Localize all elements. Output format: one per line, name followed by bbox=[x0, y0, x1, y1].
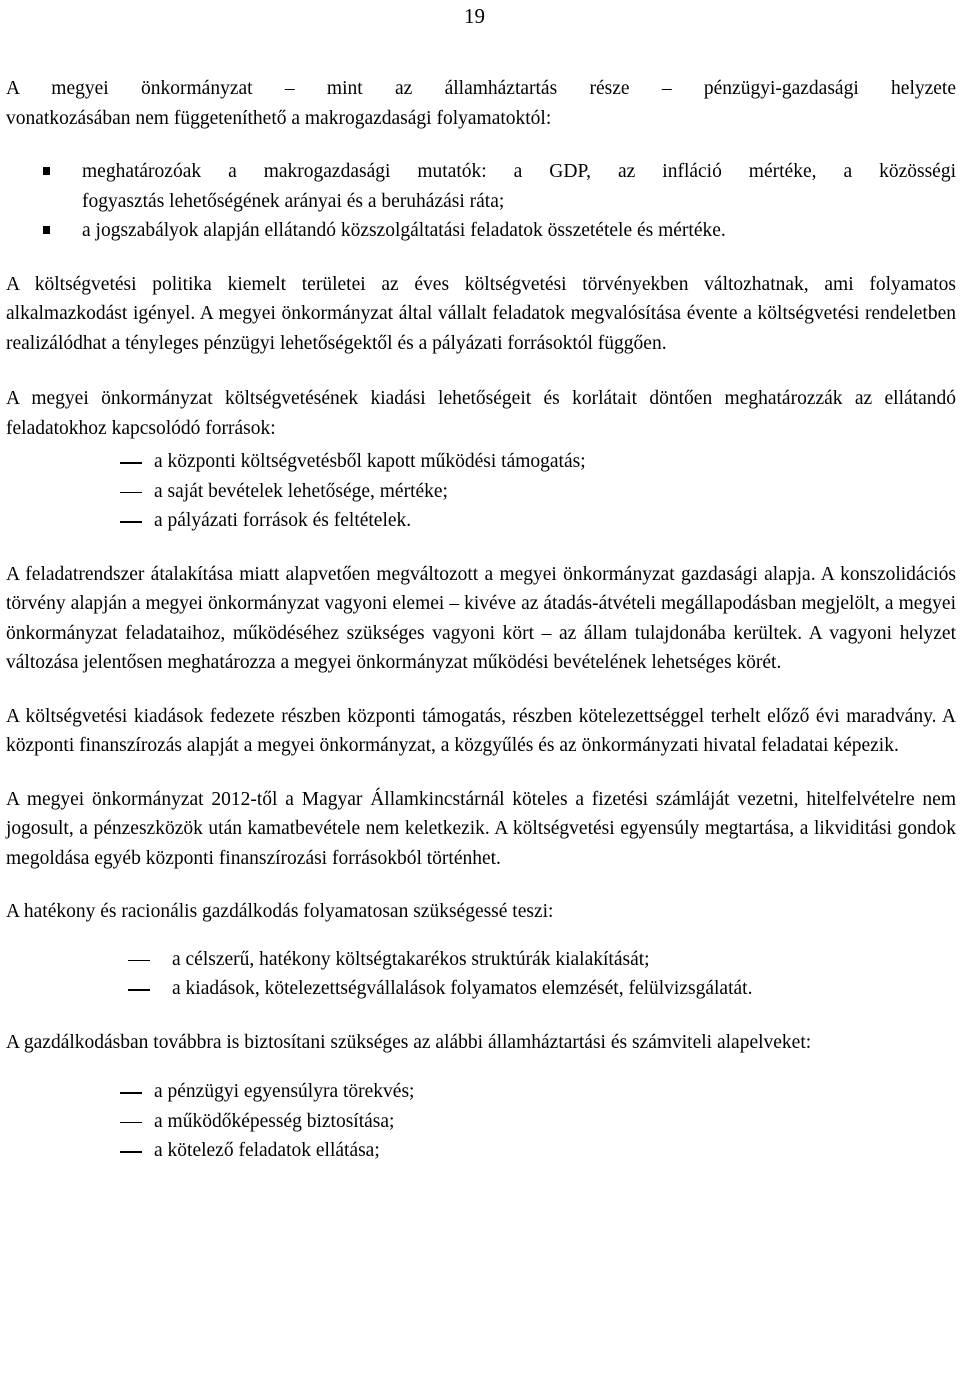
bullet-line-1: a jogszabályok alapján ellátandó közszolgáltatási feladatok összetétele és mértéke. bbox=[82, 220, 726, 241]
bullet-item bbox=[6, 216, 956, 246]
list-item bbox=[6, 1077, 956, 1107]
paragraph-budget-policy: A költségvetési politika kiemelt területei az éves költségvetési törvényekben változhatnak, ami folyamatos alkalmazkodást igényel. A megyei önkormányzat által vállalt feladatok megvalósítása évente a költségvetési rendeletben realizálódhat a tényleges pénzügyi lehetőségektől és a pályázati forrásoktól függően. bbox=[6, 273, 956, 354]
list-item bbox=[6, 945, 956, 975]
dash-list-principles bbox=[6, 1077, 956, 1166]
paragraph-restructuring: A feladatrendszer átalakítása miatt alapvetően megváltozott a megyei önkormányzat gazdasági alapja. A konszolidációs törvény alapján a megyei önkormányzat vagyoni elemei – kivéve az átadás-átvételi megállapodásban megjelölt, a megyei önkormányzat feladataihoz, működéséhez szükséges vagyoni kört – az állam tulajdonába kerültek. A vagyoni helyzet változása jelentősen meghatározza a megyei önkormányzat működési bevételének lehetséges körét. bbox=[6, 563, 956, 673]
list-item bbox=[6, 477, 956, 507]
dash-icon bbox=[128, 989, 150, 991]
list-item-text: a működőképesség biztosítása; bbox=[154, 1110, 395, 1132]
paragraph-efficient-management: A hatékony és racionális gazdálkodás folyamatosan szükségessé teszi: bbox=[6, 901, 554, 922]
dash-icon bbox=[120, 521, 142, 523]
square-bullet-icon bbox=[43, 167, 50, 175]
dash-icon bbox=[120, 492, 142, 494]
dash-list-sources bbox=[6, 447, 956, 536]
list-item bbox=[6, 506, 956, 536]
list-item bbox=[6, 1136, 956, 1166]
bullet-list bbox=[6, 157, 956, 246]
page-number: 19 bbox=[464, 4, 485, 28]
dash-icon bbox=[120, 462, 142, 464]
intro-line-2: vonatkozásában nem függeteníthető a makrogazdasági folyamatoktól: bbox=[6, 107, 552, 129]
bullet-line-1: meghatározóak a makrogazdasági mutatók: a GDP, az infláció mértéke, a közösségi bbox=[82, 161, 956, 182]
list-item bbox=[6, 447, 956, 477]
list-item-text: a célszerű, hatékony költségtakarékos struktúrák kialakítását; bbox=[172, 948, 650, 970]
paragraph-spending-limits: A megyei önkormányzat költségvetésének kiadási lehetőségeit és korlátait döntően meghatározzák az ellátandó feladatokhoz kapcsolódó források: bbox=[6, 388, 956, 439]
list-item bbox=[6, 974, 956, 1004]
dash-icon bbox=[120, 1092, 142, 1094]
square-bullet-icon bbox=[43, 226, 50, 234]
dash-list-requirements bbox=[6, 945, 956, 1004]
list-item-text: a központi költségvetésből kapott működési támogatás; bbox=[154, 451, 586, 472]
list-item-text: a pályázati források és feltételek. bbox=[154, 510, 412, 531]
paragraph-treasury-account: A megyei önkormányzat 2012-től a Magyar Államkincstárnál köteles a fizetési számláját vezetni, hitelfelvételre nem jogosult, a pénzeszközök után kamatbevétele nem keletkezik. A költségvetési egyensúly megtartása, a likviditási gondok megoldása egyéb központi finanszírozási forrásokból történhet. bbox=[6, 788, 956, 869]
list-item-text: a saját bevételek lehetősége, mértéke; bbox=[154, 480, 448, 502]
list-item-text: a kiadások, kötelezettségvállalások folyamatos elemzését, felülvizsgálatát. bbox=[172, 978, 753, 999]
list-item-text: a kötelező feladatok ellátása; bbox=[154, 1140, 380, 1161]
intro-line-1: A megyei önkormányzat – mint az államháztartás része – pénzügyi-gazdasági helyzete bbox=[6, 78, 956, 99]
paragraph-expenditure-coverage: A költségvetési kiadások fedezete részben központi támogatás, részben kötelezettséggel terhelt előző évi maradvány. A központi finanszírozás alapját a megyei önkormányzat, a közgyűlés és az önkormányzati hivatal feladatai képezik. bbox=[6, 705, 956, 756]
dash-icon bbox=[120, 1151, 142, 1153]
document-body bbox=[6, 74, 956, 1166]
intro-paragraph bbox=[6, 74, 956, 133]
paragraph-principles: A gazdálkodásban továbbra is biztosítani szükséges az alábbi államháztartási és számviteli alapelveket: bbox=[6, 1031, 812, 1053]
bullet-line-2: fogyasztás lehetőségének arányai és a beruházási ráta; bbox=[82, 190, 505, 212]
bullet-item bbox=[6, 157, 956, 216]
dash-icon bbox=[120, 1122, 142, 1124]
dash-icon bbox=[128, 960, 150, 962]
list-item-text: a pénzügyi egyensúlyra törekvés; bbox=[154, 1081, 415, 1102]
list-item bbox=[6, 1107, 956, 1137]
